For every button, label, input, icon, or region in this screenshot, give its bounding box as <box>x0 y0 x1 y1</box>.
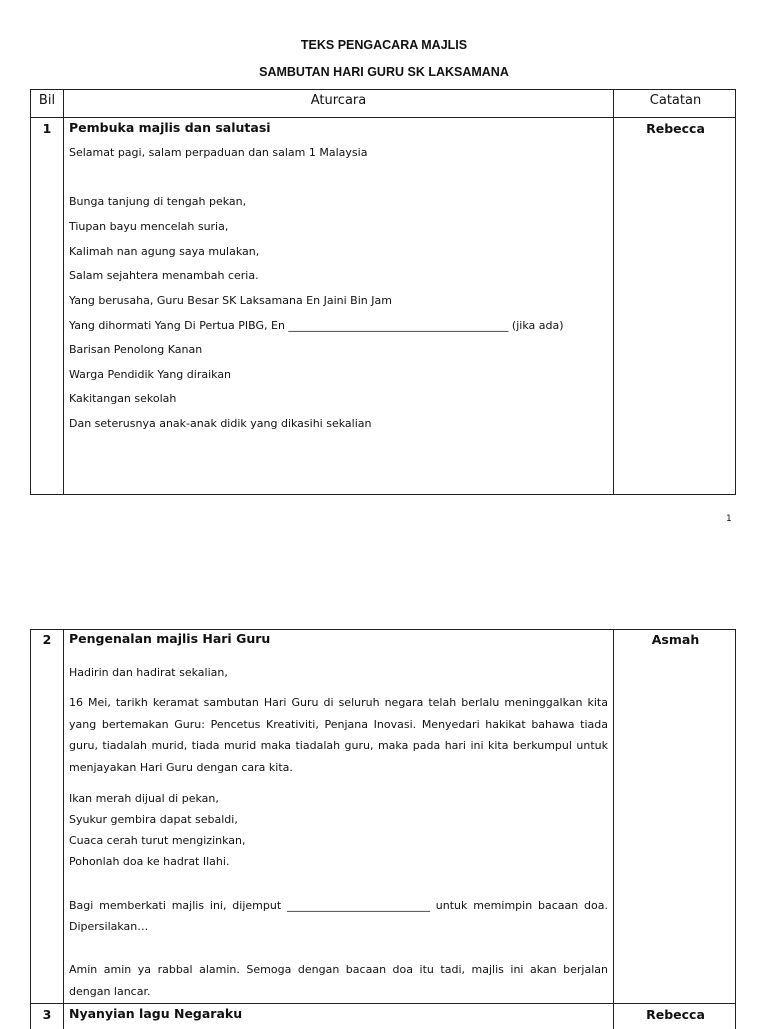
header-bil: Bil <box>38 93 56 108</box>
row2-pantun-line: Syukur gembira dapat sebaldi, <box>69 813 238 826</box>
row1-line: Dan seterusnya anak-anak didik yang dikasihi sekalian <box>69 417 372 430</box>
row2-paragraph-line: menjayakan Hari Guru dengan cara kita. <box>69 761 293 774</box>
row1-line: Yang berusaha, Guru Besar SK Laksamana En Jaini Bin Jam <box>69 294 392 307</box>
row2-amin-line: Amin amin ya rabbal alamin. Semoga dengan bacaan doa itu tadi, majlis ini akan berjalan <box>69 963 608 976</box>
row2-paragraph-line: yang bertemakan Guru: Pencetus Kreativiti, Penjana Inovasi. Menyedari hakikat bahawa tiada <box>69 718 608 731</box>
row2-dipersilakan: Dipersilakan… <box>69 920 149 933</box>
row2-doa-line: Bagi memberkati majlis ini, dijemput __________________________ untuk memimpin bacaan doa. <box>69 899 608 912</box>
row1-heading: Pembuka majlis dan salutasi <box>69 120 271 135</box>
row1-bil: 1 <box>42 121 52 136</box>
document-title: TEKS PENGACARA MAJLIS <box>300 38 468 52</box>
row1-line: Barisan Penolong Kanan <box>69 343 203 356</box>
row1-line: Salam sejahtera menambah ceria. <box>69 269 259 282</box>
row1-line: Kakitangan sekolah <box>69 392 177 405</box>
row3-bil: 3 <box>42 1007 52 1022</box>
header-aturcara: Aturcara <box>310 93 367 108</box>
header-catatan: Catatan <box>649 93 702 108</box>
row1-line: Tiupan bayu mencelah suria, <box>69 220 229 233</box>
row2-heading: Pengenalan majlis Hari Guru <box>69 631 271 646</box>
document-subtitle: SAMBUTAN HARI GURU SK LAKSAMANA <box>259 65 509 79</box>
row2-amin-last: dengan lancar. <box>69 985 151 998</box>
row2-greeting: Hadirin dan hadirat sekalian, <box>69 666 228 679</box>
row2-pantun-line: Ikan merah dijual di pekan, <box>69 792 219 805</box>
page-number: 1 <box>726 514 732 524</box>
row1-line: Selamat pagi, salam perpaduan dan salam 1 Malaysia <box>69 146 368 159</box>
row2-paragraph-line: guru, tiadalah murid, tiada murid maka tiadalah guru, maka pada hari ini kita berkumpul untuk <box>69 739 608 752</box>
row2-pantun-line: Pohonlah doa ke hadrat Ilahi. <box>69 855 230 868</box>
agenda-table-page1 <box>30 89 736 495</box>
row1-line: Warga Pendidik Yang diraikan <box>69 368 232 381</box>
row1-line: Kalimah nan agung saya mulakan, <box>69 245 260 258</box>
agenda-table-page2 <box>30 629 736 1029</box>
row1-line: Yang dihormati Yang Di Pertua PIBG, En ________________________________________ (jika ada) <box>69 319 564 332</box>
row2-catatan: Asmah <box>651 632 700 647</box>
row1-line: Bunga tanjung di tengah pekan, <box>69 195 247 208</box>
row2-paragraph-line: 16 Mei, tarikh keramat sambutan Hari Guru di seluruh negara telah berlalu meninggalkan kita <box>69 696 608 709</box>
row2-pantun-line: Cuaca cerah turut mengizinkan, <box>69 834 246 847</box>
row3-heading: Nyanyian lagu Negaraku <box>69 1006 243 1021</box>
row3-catatan: Rebecca <box>646 1007 705 1022</box>
row2-bil: 2 <box>42 632 52 647</box>
row1-catatan: Rebecca <box>646 121 705 136</box>
